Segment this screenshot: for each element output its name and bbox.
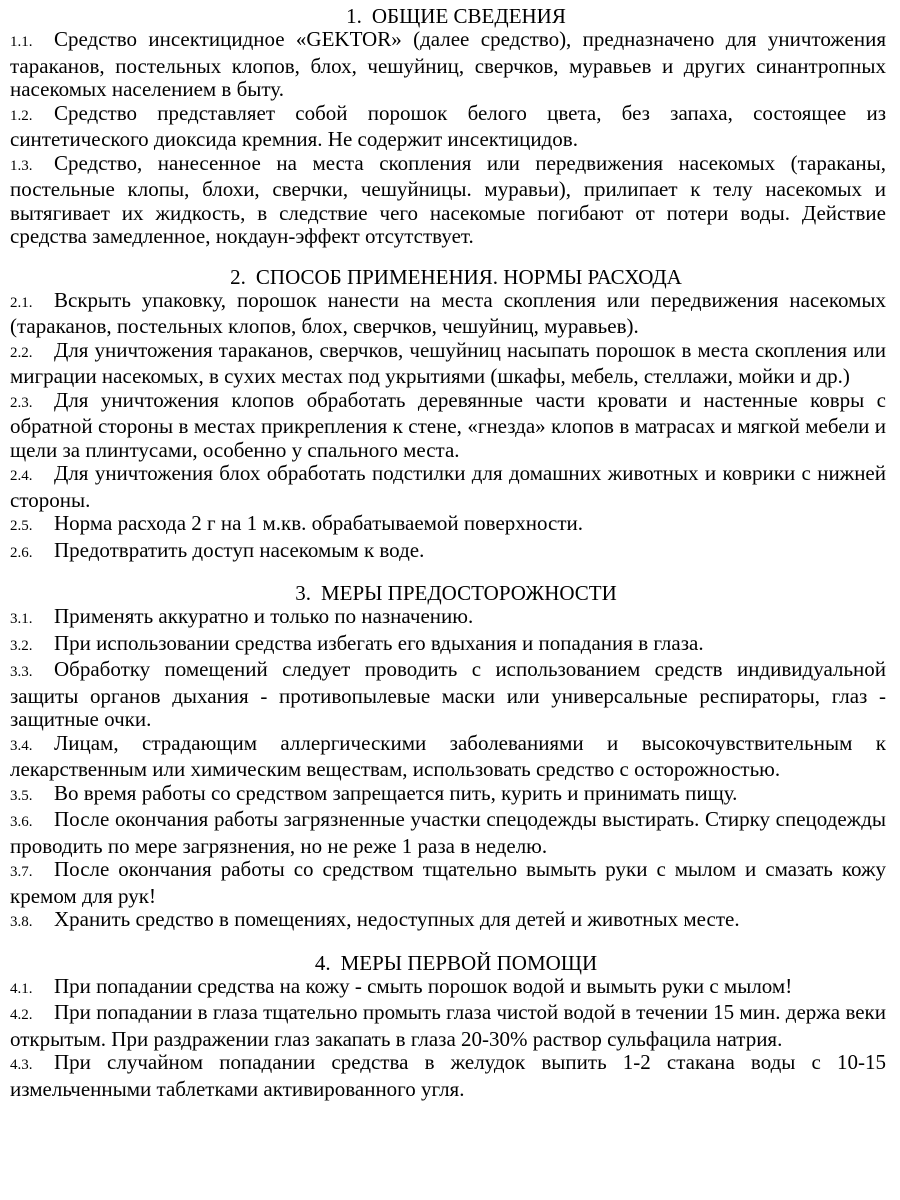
item-text: Для уничтожения блох обработать подстилки для домашних животных и коврики с нижней стороны. <box>10 461 886 512</box>
section-first-aid <box>10 951 886 1102</box>
item-number: 3.8. <box>10 914 33 930</box>
item-text: Лицам, страдающим аллергическими заболеваниями и высокочувствительным к лекарственным или химическим веществам, использовать средство с осторожностью. <box>10 730 886 781</box>
paragraph-item <box>10 658 886 732</box>
item-number: 2.5. <box>10 518 33 534</box>
item-number: 1.1. <box>10 34 33 50</box>
item-number: 1.3. <box>10 157 33 174</box>
section-general-info <box>10 4 886 249</box>
item-number: 3.5. <box>10 787 33 804</box>
item-text: При попадании в глаза тщательно промыть глаза чистой водой в течении 15 мин. держа веки открытым. При раздражении глаз закапать в глаза 20-30% раствор сульфацила натрия. <box>10 1000 886 1051</box>
item-number: 3.1. <box>10 611 33 627</box>
paragraph-item <box>10 28 886 102</box>
section-heading <box>10 951 886 975</box>
item-text: При использовании средства избегать его вдыхания и попадания в глаза. <box>54 630 704 655</box>
item-text: Предотвратить доступ насекомым к воде. <box>54 537 425 562</box>
paragraph-item <box>10 539 886 566</box>
item-text: При случайном попадании средства в желудок выпить 1-2 стакана воды с 10-15 измельченными таблетками активированного угля. <box>10 1050 886 1101</box>
item-text: Применять аккуратно и только по назначению. <box>54 604 474 628</box>
item-number: 3.3. <box>10 664 33 680</box>
section-title: МЕРЫ ПЕРВОЙ ПОМОЩИ <box>340 950 598 975</box>
item-number: 3.2. <box>10 637 33 654</box>
paragraph-item <box>10 605 886 632</box>
paragraph-item <box>10 1051 886 1101</box>
item-number: 2.6. <box>10 544 33 561</box>
item-text: Средство, нанесенное на места скопления или передвижения насекомых (тараканы, постельные клопы, блохи, сверчки, чешуйницы. муравьи), прилипает к телу насекомых и вытягивает их жидкость, в следствие чего насекомые погибают от потери воды. Действие средства замедленное, нокдаун-эффект отсутствует. <box>10 150 886 248</box>
paragraph-item <box>10 632 886 659</box>
paragraph-item <box>10 462 886 512</box>
section-number: 2. <box>230 264 246 289</box>
paragraph-item <box>10 975 886 1002</box>
item-number: 2.1. <box>10 294 33 311</box>
section-number: 3. <box>295 581 311 605</box>
paragraph-item <box>10 102 886 152</box>
paragraph-item <box>10 858 886 908</box>
paragraph-item <box>10 1001 886 1051</box>
item-number: 2.4. <box>10 468 33 484</box>
section-heading <box>10 265 886 289</box>
paragraph-item <box>10 512 886 539</box>
item-number: 3.6. <box>10 814 33 830</box>
section-application-method <box>10 265 886 566</box>
section-number: 1. <box>346 4 362 28</box>
item-text: Для уничтожения клопов обработать деревянные части кровати и настенные ковры с обратной стороны в местах прикрепления к стене, «гнезда» клопов в матрасах и мягкой мебели и щели за плинтусами, особенно у спального места. <box>10 387 886 462</box>
item-number: 3.4. <box>10 737 33 754</box>
item-number: 4.3. <box>10 1057 33 1073</box>
item-text: После окончания работы загрязненные участки спецодежды выстирать. Стирку спецодежды проводить по мере загрязнения, но не реже 1 раза в неделю. <box>10 807 886 858</box>
item-text: После окончания работы со средством тщательно вымыть руки с мылом и смазать кожу кремом для рук! <box>10 857 886 908</box>
paragraph-item <box>10 289 886 339</box>
item-number: 1.2. <box>10 107 33 124</box>
section-title: ОБЩИЕ СВЕДЕНИЯ <box>371 4 566 28</box>
paragraph-item <box>10 808 886 858</box>
item-text: Обработку помещений следует проводить с использованием средств индивидуальной защиты органов дыхания - противопылевые маски или универсальные респираторы, глаз - защитные очки. <box>10 657 886 731</box>
item-text: При попадании средства на кожу - смыть порошок водой и вымыть руки с мылом! <box>54 973 793 998</box>
section-number: 4. <box>314 950 331 975</box>
section-title: СПОСОБ ПРИМЕНЕНИЯ. НОРМЫ РАСХОДА <box>255 264 682 289</box>
section-heading <box>10 581 886 605</box>
paragraph-item <box>10 908 886 935</box>
paragraph-item <box>10 389 886 463</box>
item-text: Средство инсектицидное «GEKTOR» (далее средство), предназначено для уничтожения тараканов, постельных клопов, блох, чешуйниц, сверчков, муравьев и других синантропных насекомых населением в быту. <box>10 27 886 101</box>
item-number: 4.1. <box>10 980 33 997</box>
paragraph-item <box>10 339 886 389</box>
item-number: 3.7. <box>10 864 33 880</box>
item-number: 2.2. <box>10 344 33 361</box>
section-precautions <box>10 581 886 935</box>
item-number: 2.3. <box>10 394 33 411</box>
item-text: Вскрыть упаковку, порошок нанести на места скопления или передвижения насекомых (тараканов, постельных клопов, блох, сверчков, чешуйниц, муравьев). <box>10 287 886 338</box>
section-heading <box>10 4 886 28</box>
item-text: Во время работы со средством запрещается пить, курить и принимать пищу. <box>54 780 738 805</box>
paragraph-item <box>10 152 886 249</box>
item-text: Хранить средство в помещениях, недоступных для детей и животных месте. <box>54 907 740 931</box>
paragraph-item <box>10 782 886 809</box>
item-text: Норма расхода 2 г на 1 м.кв. обрабатываемой поверхности. <box>54 511 584 535</box>
item-text: Для уничтожения тараканов, сверчков, чешуйниц насыпать порошок в места скопления или миграции насекомых, в сухих местах под укрытиями (шкафы, мебель, стеллажи, мойки и др.) <box>10 337 886 388</box>
item-number: 4.2. <box>10 1007 33 1023</box>
paragraph-item <box>10 732 886 782</box>
item-text: Средство представляет собой порошок белого цвета, без запаха, состоящее из синтетического диоксида кремния. Не содержит инсектицидов. <box>10 100 886 151</box>
section-title: МЕРЫ ПРЕДОСТОРОЖНОСТИ <box>320 581 617 605</box>
